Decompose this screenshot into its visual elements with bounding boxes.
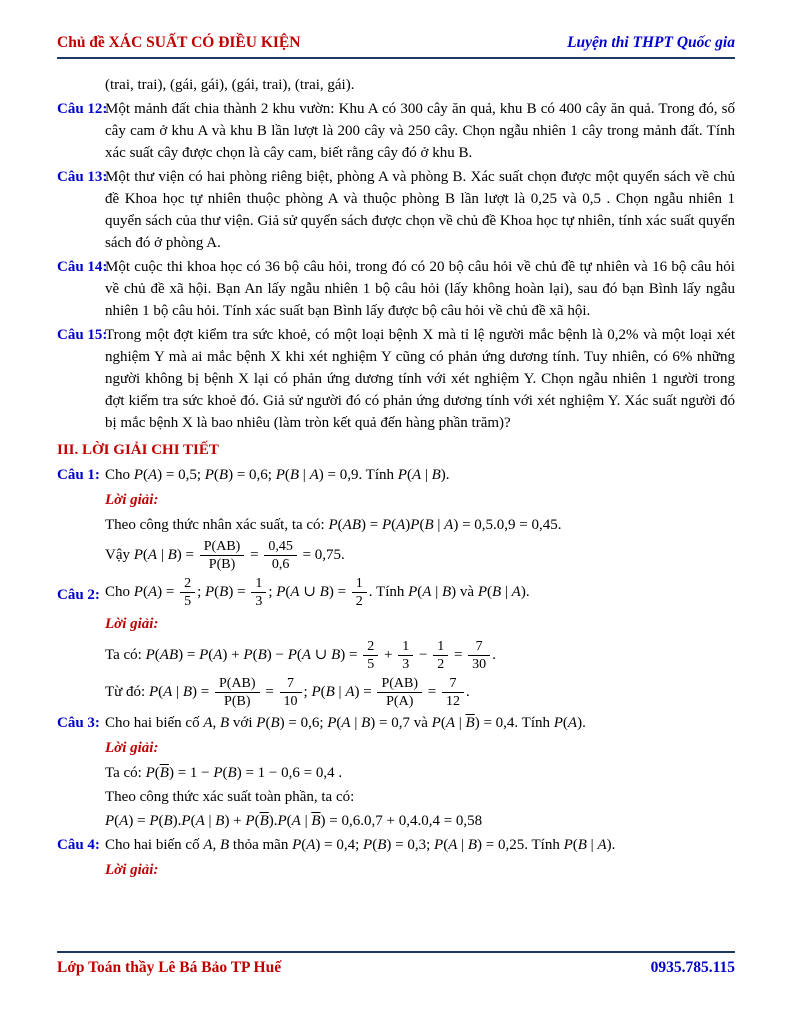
text-run: bộ câu hỏi về chủ đề tự nhiên và 16 bộ câu hỏi về chủ đề xã hội. Bạn An lấy ngẫu nhiên 1 bộ câu hỏi (lấy không hoàn lại), sau đó bạn Bình lấy ngẫu nhiên 1 bộ câu hỏi. Tính xác suất bạn Bình lấy được bộ câu hỏi về chủ đề xã hội. [105,259,735,319]
question-block [57,324,735,434]
text-run: Theo công thức xác suất toàn phần, ta có: [105,789,355,805]
footer-class-name: Lớp Toán thầy Lê Bá Bảo TP Huế [57,959,282,976]
text-run: Vậy [105,546,134,563]
question-text [105,327,735,431]
text-run: Cho [105,583,134,600]
footer-phone-number: 0935.785.115 [650,959,735,976]
question-text [105,837,615,853]
fraction [180,576,195,609]
body-block [57,810,735,832]
body-block [57,538,735,573]
fraction [352,576,367,609]
question-number-label: Câu 15: [57,327,108,343]
text-run: . Chọn ngẫu nhiên 1 quyển sách của thư viện. Giả sử quyển sách được chọn về chủ đề Khoa học tự nhiên, tính xác suất quyển sách đó ở phòng A. [105,191,735,251]
question-text [105,576,530,609]
text-run: thỏa mãn [229,837,293,853]
question-block [57,464,735,486]
fraction-denominator: 10 [283,694,298,709]
math-run: ; P(A ∪ B) = [268,583,350,600]
fraction-numerator: 1 [433,639,448,656]
fraction [377,676,422,709]
question-block [57,834,735,856]
math-run: 0,25 [530,191,557,207]
content-blocks [57,59,735,881]
question-number-label: Câu 14: [57,259,108,275]
footer-row [57,953,735,977]
math-run: P(A | [431,715,466,731]
text-run: Ta có: [105,765,146,781]
overline-event-symbol: $\overline{B}$ [159,765,169,781]
math-run: 36 [264,259,280,275]
question-number-label: Câu 2: [57,587,100,603]
math-run: . [466,683,470,700]
text-run: và [456,583,478,600]
math-run: P(A | B). [397,467,450,483]
fraction-denominator: 30 [472,657,487,672]
math-run: P(A) = P(B).P(A | B) + P( [105,813,260,829]
math-run: − [415,646,432,663]
math-run: P(A) = 0,4; P(B) = 0,3; P(A | B) = 0,25 [292,837,525,853]
fraction-denominator: 5 [367,657,375,672]
text-run: Từ đó: [105,683,149,700]
question-text [105,467,450,483]
fraction-denominator: 2 [355,594,363,609]
math-run: 20 [429,259,445,275]
fraction [280,676,302,709]
body-block [57,762,735,784]
fraction-numerator: 7 [442,676,464,693]
question-text [105,101,735,161]
math-run: P(AB) = P(A)P(B | A) = 0,5.0,9 = 0,45. [328,517,562,533]
fraction [363,639,378,672]
fraction-numerator: P(AB) [200,539,245,556]
math-run: P(B | A). [477,583,530,600]
math-run: P(AB) = P(A) + P(B) − P(A ∪ B) = [145,646,362,663]
math-run: + [380,646,397,663]
fraction-denominator: P(B) [224,694,251,709]
overline-event-symbol: $\overline{B}$ [465,715,475,731]
question-number-label: Câu 4: [57,837,100,853]
body-block [57,514,735,536]
body-block [57,786,735,808]
fraction-denominator: 5 [184,594,192,609]
math-run: ) = 0,4 [474,715,515,731]
section-heading: III. LỜI GIẢI CHI TIẾT [57,442,219,458]
question-number-label: Câu 12: [57,101,108,117]
text-run: với [229,715,257,731]
text-run: . Tính [524,837,564,853]
solution-label: Lời giải: [105,740,159,756]
fraction-denominator: 3 [255,594,263,609]
fraction-numerator: 2 [363,639,378,656]
solution-label: Lời giải: [105,616,159,632]
math-run: P(B) = 0,6; P(A | B) = 0,7 [256,715,410,731]
fraction [200,539,245,572]
page-footer [57,951,735,977]
fraction-denominator: 12 [446,694,461,709]
math-run: A, B [203,837,230,853]
math-run: A, B [203,715,230,731]
header-topic-title: Chủ đề XÁC SUẤT CÓ ĐIỀU KIỆN [57,34,301,51]
fraction-numerator: 2 [180,576,195,593]
math-run: P( [145,765,160,781]
text-run: Một thư viện có hai phòng riêng biệt, phòng A và phòng B. Xác suất chọn được một quyển sách về chủ đề Khoa học tự nhiên thuộc phòng A và thuộc phòng B lần lượt là [105,169,735,207]
math-run: ; P(B | A) = [303,683,376,700]
solution-label: Lời giải: [105,492,159,508]
body-block [57,74,735,96]
fraction [442,676,464,709]
text-run: Một mảnh đất chia thành 2 khu vườn: Khu A có 300 cây ăn quả, khu B có 400 cây ăn quả. Trong đó, số cây cam ở khu A và khu B lần lượt là 200 cây và 250 cây. Chọn ngẫu nhiên 1 cây trong mảnh đất. Tính xác suất cây được chọn là cây cam, biết rằng cây đó ở khu B. [105,101,735,161]
fraction-denominator: 2 [437,657,445,672]
question-block [57,166,735,254]
text-run: bộ câu hỏi, trong đó có [279,259,430,275]
math-run: . [492,646,496,663]
fraction-numerator: 7 [280,676,302,693]
body-block [57,675,735,710]
question-number-label: Câu 1: [57,467,100,483]
fraction-numerator: 1 [352,576,367,593]
fraction-numerator: 1 [398,639,413,656]
math-run: = [261,683,278,700]
fraction [264,539,297,572]
math-run: = [246,546,263,563]
fraction-denominator: 0,6 [271,557,290,572]
text-run: Theo công thức nhân xác suất, ta có: [105,517,329,533]
fraction [398,639,413,672]
overline-event-symbol: $\overline{B}$ [311,813,321,829]
text-run: Cho [105,467,134,483]
text-run: Tính [362,467,398,483]
math-run: ) = 1 − P(B) = 1 − 0,6 = 0,4 . [168,765,343,781]
body-block [57,638,735,673]
fraction-numerator: P(AB) [215,676,260,693]
fraction [215,676,260,709]
question-block [57,98,735,164]
fraction-numerator: 1 [251,576,266,593]
fraction-numerator: 7 [468,639,490,656]
text-run: . Tính [514,715,554,731]
question-number-label: Câu 13: [57,169,108,185]
solution-label: Lời giải: [105,862,159,878]
text-run: (trai, trai), (gái, gái), (gái, trai), (trai, gái). [105,77,355,93]
fraction-denominator: P(B) [208,557,236,572]
math-run: ; P(B) = [197,583,250,600]
question-number-label: Câu 3: [57,715,100,731]
overline-event-symbol: $\overline{B}$ [259,813,269,829]
math-run: P(A | B) = [148,683,213,700]
math-run: = 0,75. [298,546,345,563]
text-run: Cho hai biến cố [105,715,204,731]
math-run: P(A | B) [408,583,457,600]
fraction-denominator: P(A) [386,694,414,709]
text-run: Một cuộc thi khoa học có [105,259,265,275]
math-run: P(A) = [133,583,179,600]
math-run: . [368,583,373,600]
math-run: = [450,646,467,663]
math-run: P(A | B) = [133,546,198,563]
text-run: Tính [372,583,409,600]
math-run: 0,5 [582,191,601,207]
fraction-numerator: 0,45 [264,539,297,556]
fraction [468,639,490,672]
math-run: P(A). [553,715,586,731]
question-block [57,256,735,322]
question-block [57,575,735,610]
fraction-denominator: 3 [402,657,410,672]
fraction [433,639,448,672]
fraction [251,576,266,609]
header-exam-label: Luyện thi THPT Quốc gia [567,34,735,51]
math-run: ) = 0,6.0,7 + 0,4.0,4 = 0,58 [320,813,483,829]
question-text [105,715,586,731]
math-run: = [424,683,441,700]
question-block [57,712,735,734]
page-header [57,34,735,57]
question-text [105,169,735,251]
text-run: và [556,191,583,207]
math-run: ).P(A | [268,813,312,829]
math-run: P(A) = 0,5; P(B) = 0,6; P(B | A) = 0,9. [133,467,363,483]
question-text [105,259,735,319]
text-run: Cho hai biến cố [105,837,204,853]
text-run: Ta có: [105,646,146,663]
fraction-numerator: P(AB) [377,676,422,693]
text-run: và [410,715,432,731]
text-run: Trong một đợt kiểm tra sức khoẻ, có một loại bệnh X mà tỉ lệ người mắc bệnh là 0,2% và một loại xét nghiệm Y mà ai mắc bệnh X khi xét nghiệm Y cũng có phản ứng dương tính. Tuy nhiên, có 6% những người không bị bệnh X lại có phản ứng dương tính với xét nghiệm Y. Chọn ngẫu nhiên 1 người trong đợt kiểm tra sức khoẻ đó. Giả sử người đó có phản ứng dương tính với xét nghiệm Y. Xác suất người đó bị mắc bệnh X là bao nhiêu (làm tròn kết quả đến hàng phần trăm)? [105,327,735,431]
math-run: P(B | A). [563,837,616,853]
